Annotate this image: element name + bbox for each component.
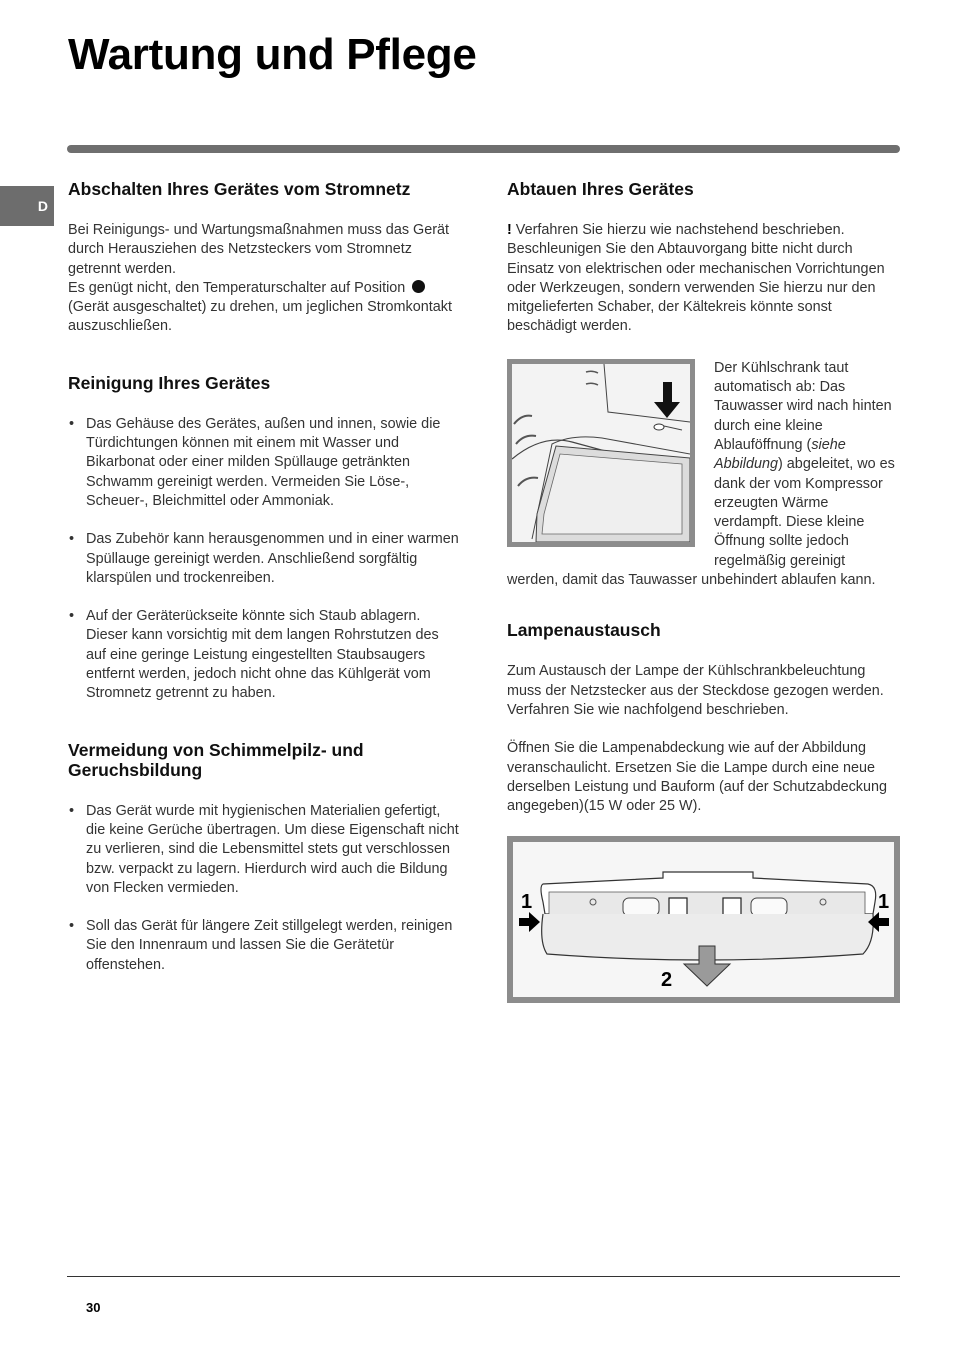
list-item: • Das Zubehör kann herausgenommen und in einer warmen Spüllauge gereinigt werden. Anschließend sorgfältig klarspülen und trockenreiben. xyxy=(68,530,460,588)
lamp-paragraph-2: Öffnen Sie die Lampenabdeckung wie auf der Abbildung veranschaulicht. Ersetzen Sie die Lampe durch eine neue derselben Leistung und Bauform (auf der Schutzabdeckung angegeben)(15 W oder 25 W). xyxy=(507,740,888,815)
cleaning-section xyxy=(68,373,460,704)
defrost-illustration xyxy=(507,359,695,547)
power-text-1: Bei Reinigungs- und Wartungsmaßnahmen muss das Gerät durch Herausziehen des Netzsteckers vom Stromnetz getrennt werden. xyxy=(68,222,450,277)
defrost-text-b: ) abgeleitet, wo es dank der vom Kompressor erzeugten Wärme verdampft. Diese kleine Öffnung sollte jedoch regelmäßig gereinigt werden, damit das Tauwasser unbehindert ablaufen kann. xyxy=(507,456,895,589)
header-divider xyxy=(67,145,900,153)
left-column xyxy=(68,179,460,1011)
lamp-paragraph-1: Zum Austausch der Lampe der Kühlschrankbeleuchtung muss der Netzstecker aus der Steckdose gezogen werden. Verfahren Sie wie nachfolgend beschrieben. xyxy=(507,663,884,718)
defrost-warning-text: Verfahren Sie hierzu wie nachstehend beschrieben. Beschleunigen Sie den Abtauvorgang bitte nicht durch Einsatz von elektrischen oder mechanischen Vorrichtungen oder Werkzeugen, sondern verwenden Sie hierzu nur den mitgelieferten Schaber, der Kältekreis könnte sonst beschädigt werden. xyxy=(507,222,885,335)
arrow-label-bottom: 2 xyxy=(661,969,673,992)
page-number: 30 xyxy=(86,1300,101,1315)
arrow-label-right: 1 xyxy=(878,891,890,914)
arrow-label-left: 1 xyxy=(521,891,533,914)
power-text-2a: Es genügt nicht, den Temperaturschalter auf Position xyxy=(68,279,406,296)
defrost-text-italic: siehe Abbildung xyxy=(714,436,846,473)
cleaning-list xyxy=(68,415,460,704)
defrost-section xyxy=(507,179,900,590)
right-column xyxy=(507,179,900,1039)
off-position-icon xyxy=(412,280,425,293)
mould-heading: Vermeidung von Schimmelpilz- und Geruchsbildung xyxy=(68,739,364,780)
lamp-illustration xyxy=(507,836,900,1003)
defrost-heading: Abtauen Ihres Gerätes xyxy=(507,179,694,199)
mould-list xyxy=(68,802,460,975)
power-text-2b: (Gerät ausgeschaltet) zu drehen, um jeglichen Stromkontakt auszuschließen. xyxy=(68,299,452,335)
power-paragraph xyxy=(68,221,460,337)
power-section xyxy=(68,179,460,337)
defrost-warning xyxy=(507,221,900,337)
list-item: • Auf der Geräterückseite könnte sich Staub ablagern. Dieser kann vorsichtig mit dem langen Rohrstutzen des auf eine geringe Leistung eingestellten Staubsaugers entfernt werden, jedoch nicht ohne das Kühlgerät vom Stromnetz getrennt zu haben. xyxy=(68,607,460,703)
footer-divider xyxy=(67,1276,900,1277)
mould-section xyxy=(68,740,460,975)
lamp-section xyxy=(507,620,900,1003)
cleaning-heading: Reinigung Ihres Gerätes xyxy=(68,372,271,393)
defrost-text-a: Der Kühlschrank taut automatisch ab: Das Tauwasser wird nach hinten durch eine kleine Ablauföffnung ( xyxy=(714,359,892,453)
warning-icon: ! xyxy=(507,222,512,238)
list-item: • Soll das Gerät für längere Zeit stillgelegt werden, reinigen Sie den Innenraum und lassen Sie die Gerätetür offenstehen. xyxy=(68,917,460,975)
language-tab: D xyxy=(0,186,54,226)
list-item: • Das Gehäuse des Gerätes, außen und innen, sowie die Türdichtungen können mit einem mit Wasser und Bikarbonat oder einer milden Spüllauge getränkten Schwamm gereinigt werden. Vermeiden Sie Löse-, Scheuer-, Bleichmittel oder Ammoniak. xyxy=(68,415,460,511)
lamp-heading: Lampenaustausch xyxy=(507,620,661,641)
fridge-interior-drawing xyxy=(512,364,690,542)
power-heading: Abschalten Ihres Gerätes vom Stromnetz xyxy=(68,179,411,199)
lamp-cover-drawing xyxy=(513,842,894,997)
page-title: Wartung und Pflege xyxy=(68,30,477,79)
list-item: • Das Gerät wurde mit hygienischen Materialien gefertigt, die keine Gerüche übertragen. Um diese Eigenschaft nicht zu verlieren, sind die Lebensmittel stets gut verschlossen bzw. verpackt zu lagern. Hierdurch wird auch die Bildung von Flecken vermieden. xyxy=(68,802,460,898)
defrost-figure-block xyxy=(507,359,900,591)
